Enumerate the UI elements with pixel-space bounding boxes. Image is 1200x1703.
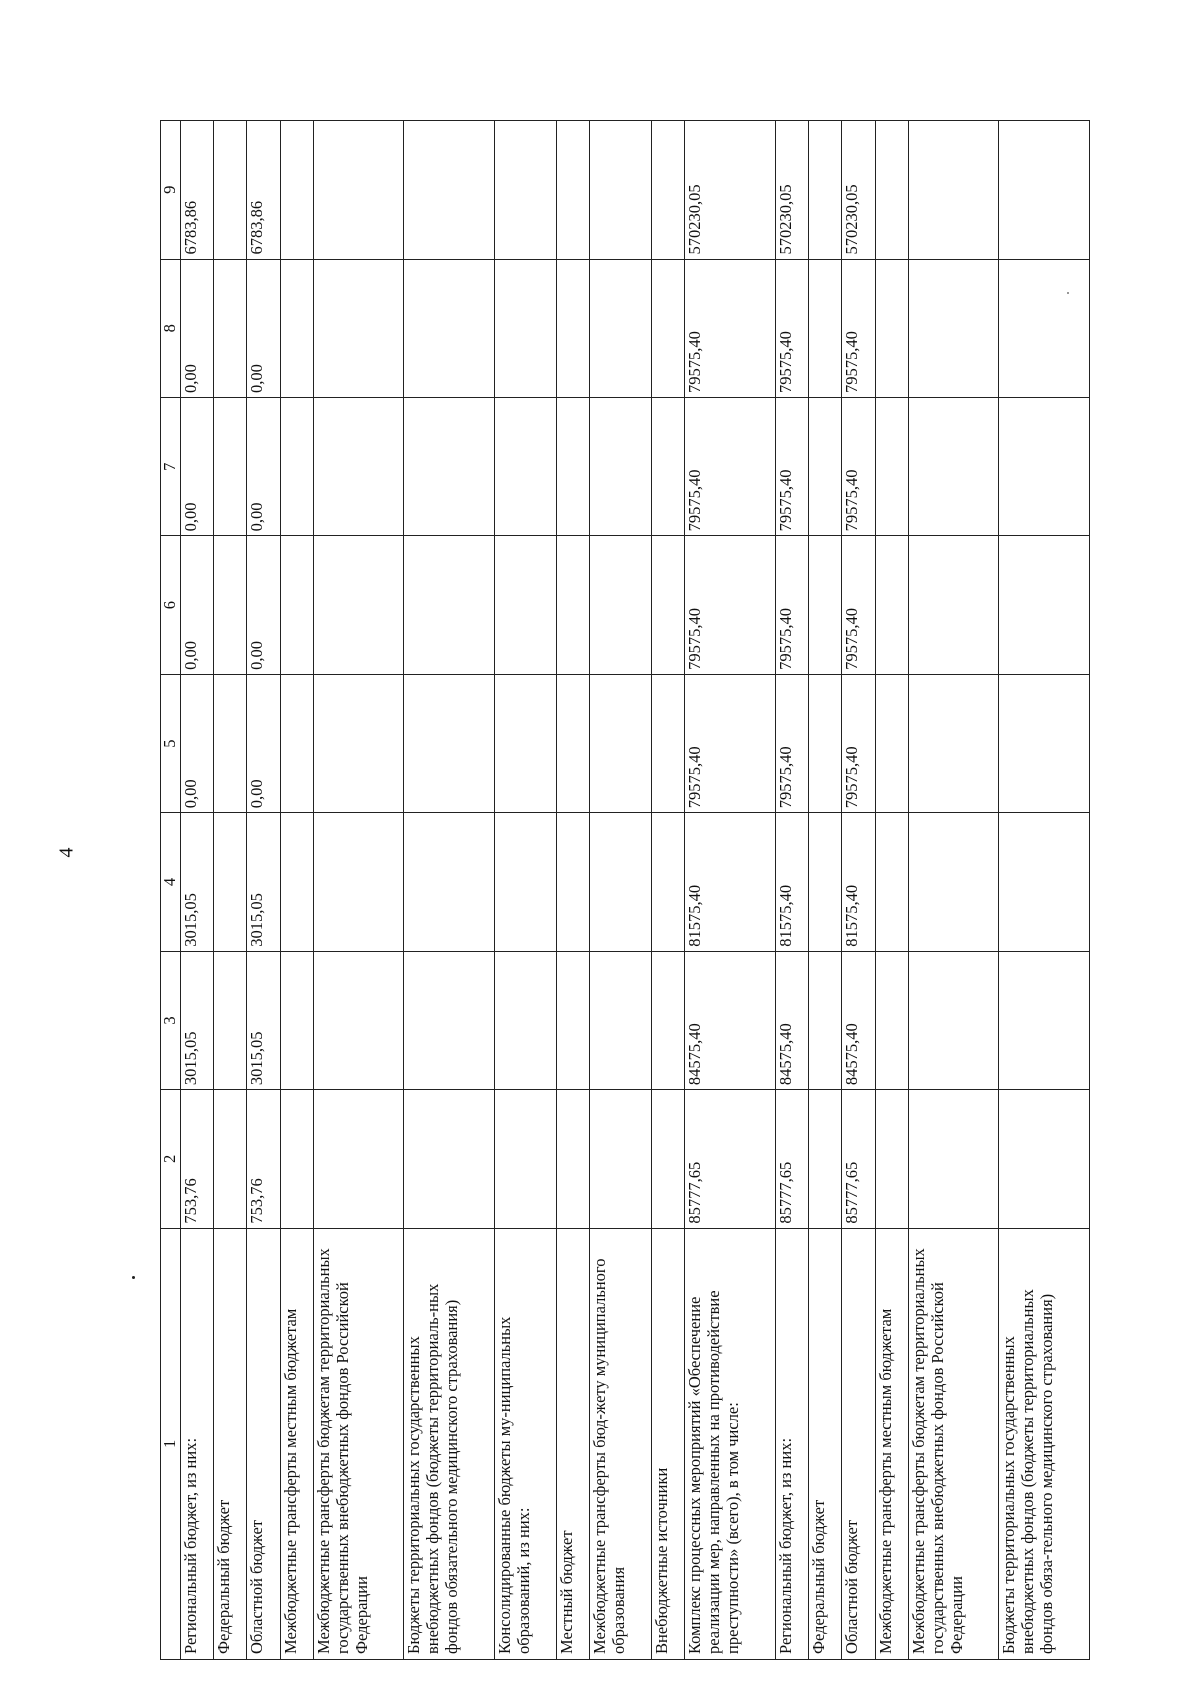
row-label: Местный бюджет <box>556 1228 589 1659</box>
value-cell <box>875 121 908 260</box>
value-cell <box>404 1090 495 1228</box>
value-cell <box>495 1090 557 1228</box>
column-header: 7 <box>161 397 181 535</box>
value-cell <box>908 813 999 951</box>
value-cell <box>652 951 685 1089</box>
table-row <box>999 121 1090 1660</box>
value-cell: 3015,05 <box>247 813 280 951</box>
table-row <box>775 121 808 1660</box>
value-cell <box>556 259 589 397</box>
column-header: 3 <box>161 951 181 1089</box>
value-cell <box>590 397 652 535</box>
value-cell <box>280 1090 313 1228</box>
value-cell <box>652 397 685 535</box>
row-label: Внебюджетные источники <box>652 1228 685 1659</box>
value-cell <box>809 536 842 674</box>
column-header: 5 <box>161 674 181 812</box>
value-cell <box>652 259 685 397</box>
value-cell <box>999 121 1090 260</box>
value-cell <box>556 674 589 812</box>
value-cell: 570230,05 <box>842 121 875 260</box>
value-cell <box>908 536 999 674</box>
budget-table <box>160 120 1090 1660</box>
value-cell: 570230,05 <box>775 121 808 260</box>
value-cell <box>875 1090 908 1228</box>
value-cell <box>214 259 247 397</box>
value-cell <box>313 951 404 1089</box>
value-cell <box>404 536 495 674</box>
row-label: Федеральный бюджет <box>214 1228 247 1659</box>
table-body <box>180 121 1089 1660</box>
value-cell <box>404 397 495 535</box>
value-cell: 85777,65 <box>685 1090 776 1228</box>
value-cell <box>313 674 404 812</box>
value-cell <box>590 259 652 397</box>
value-cell: 79575,40 <box>842 397 875 535</box>
value-cell <box>908 951 999 1089</box>
value-cell <box>652 536 685 674</box>
row-label: Межбюджетные трансферты бюд-жету муниципального образования <box>590 1228 652 1659</box>
value-cell: 0,00 <box>247 397 280 535</box>
value-cell <box>652 1090 685 1228</box>
value-cell: 0,00 <box>247 259 280 397</box>
value-cell <box>214 951 247 1089</box>
value-cell <box>313 536 404 674</box>
value-cell <box>280 674 313 812</box>
value-cell <box>404 951 495 1089</box>
value-cell <box>590 536 652 674</box>
value-cell: 0,00 <box>247 674 280 812</box>
value-cell: 79575,40 <box>775 674 808 812</box>
value-cell <box>313 259 404 397</box>
row-label: Федеральный бюджет <box>809 1228 842 1659</box>
value-cell <box>280 813 313 951</box>
value-cell <box>875 259 908 397</box>
value-cell <box>495 813 557 951</box>
value-cell <box>875 951 908 1089</box>
value-cell <box>875 397 908 535</box>
value-cell: 79575,40 <box>775 536 808 674</box>
table-row <box>180 121 213 1660</box>
value-cell <box>908 674 999 812</box>
table-row <box>280 121 313 1660</box>
value-cell: 79575,40 <box>685 536 776 674</box>
value-cell: 79575,40 <box>685 259 776 397</box>
value-cell <box>280 951 313 1089</box>
value-cell <box>495 951 557 1089</box>
value-cell <box>214 674 247 812</box>
column-header: 1 <box>161 1228 181 1659</box>
value-cell: 3015,05 <box>180 813 213 951</box>
row-label: Межбюджетные трансферты бюджетам территориальных государственных внебюджетных фондов Российской Федерации <box>313 1228 404 1659</box>
column-header: 8 <box>161 259 181 397</box>
column-header: 6 <box>161 536 181 674</box>
value-cell <box>999 259 1090 397</box>
value-cell <box>875 536 908 674</box>
value-cell <box>313 813 404 951</box>
value-cell: 3015,05 <box>247 951 280 1089</box>
value-cell <box>809 121 842 260</box>
value-cell <box>809 259 842 397</box>
value-cell <box>495 536 557 674</box>
value-cell <box>875 813 908 951</box>
column-header: 9 <box>161 121 181 260</box>
value-cell: 3015,05 <box>180 951 213 1089</box>
row-label: Межбюджетные трансферты местным бюджетам <box>875 1228 908 1659</box>
value-cell <box>280 536 313 674</box>
row-label: Межбюджетные трансферты местным бюджетам <box>280 1228 313 1659</box>
value-cell: 79575,40 <box>842 259 875 397</box>
value-cell: 85777,65 <box>775 1090 808 1228</box>
value-cell <box>280 121 313 260</box>
table-row <box>809 121 842 1660</box>
value-cell <box>590 951 652 1089</box>
value-cell <box>404 121 495 260</box>
value-cell <box>809 674 842 812</box>
value-cell <box>590 813 652 951</box>
value-cell: 79575,40 <box>842 536 875 674</box>
value-cell: 84575,40 <box>775 951 808 1089</box>
value-cell: 570230,05 <box>685 121 776 260</box>
value-cell <box>214 1090 247 1228</box>
value-cell: 79575,40 <box>775 259 808 397</box>
row-label: Бюджеты территориальных государственных внебюджетных фондов (бюджеты территориаль-ных фондов обязательного медицинского страхования) <box>404 1228 495 1659</box>
value-cell <box>999 397 1090 535</box>
value-cell <box>280 259 313 397</box>
value-cell: 81575,40 <box>685 813 776 951</box>
value-cell <box>404 674 495 812</box>
value-cell <box>556 397 589 535</box>
table-row <box>908 121 999 1660</box>
value-cell: 6783,86 <box>180 121 213 260</box>
rotated-table-frame <box>160 120 1090 1660</box>
value-cell <box>313 1090 404 1228</box>
value-cell <box>999 951 1090 1089</box>
row-label: Областной бюджет <box>842 1228 875 1659</box>
value-cell <box>875 674 908 812</box>
value-cell <box>809 951 842 1089</box>
row-label: Региональный бюджет, из них: <box>180 1228 213 1659</box>
value-cell <box>999 536 1090 674</box>
value-cell <box>556 813 589 951</box>
value-cell <box>495 259 557 397</box>
value-cell <box>809 813 842 951</box>
value-cell: 753,76 <box>180 1090 213 1228</box>
table-row <box>842 121 875 1660</box>
row-label: Региональный бюджет, из них: <box>775 1228 808 1659</box>
row-label: Комплекс процессных мероприятий «Обеспечение реализации мер, направленных на противодействие преступности» (всего), в том числе: <box>685 1228 776 1659</box>
value-cell: 84575,40 <box>685 951 776 1089</box>
row-label: Бюджеты территориальных государственных внебюджетных фондов (бюджеты территориальных фондов обяза-тельного медицинского страхования) <box>999 1228 1090 1659</box>
table-row <box>247 121 280 1660</box>
value-cell <box>809 1090 842 1228</box>
scan-speck <box>132 1276 135 1279</box>
value-cell <box>495 397 557 535</box>
value-cell <box>590 674 652 812</box>
value-cell <box>556 121 589 260</box>
value-cell <box>495 674 557 812</box>
value-cell <box>214 813 247 951</box>
value-cell: 0,00 <box>180 397 213 535</box>
table-row <box>214 121 247 1660</box>
value-cell <box>908 259 999 397</box>
value-cell <box>999 813 1090 951</box>
value-cell <box>652 813 685 951</box>
value-cell: 81575,40 <box>842 813 875 951</box>
value-cell <box>280 397 313 535</box>
value-cell <box>652 121 685 260</box>
value-cell: 0,00 <box>180 259 213 397</box>
value-cell <box>556 536 589 674</box>
column-header: 2 <box>161 1090 181 1228</box>
value-cell <box>908 1090 999 1228</box>
value-cell: 79575,40 <box>775 397 808 535</box>
value-cell: 0,00 <box>180 674 213 812</box>
value-cell <box>214 397 247 535</box>
table-row <box>556 121 589 1660</box>
value-cell <box>908 397 999 535</box>
value-cell <box>999 674 1090 812</box>
value-cell <box>809 397 842 535</box>
value-cell <box>556 951 589 1089</box>
value-cell <box>404 813 495 951</box>
table-row <box>590 121 652 1660</box>
value-cell <box>495 121 557 260</box>
page-number: 4 <box>55 847 78 858</box>
value-cell <box>590 121 652 260</box>
table-row <box>685 121 776 1660</box>
value-cell <box>590 1090 652 1228</box>
table-row <box>652 121 685 1660</box>
value-cell: 85777,65 <box>842 1090 875 1228</box>
value-cell <box>404 259 495 397</box>
value-cell <box>313 121 404 260</box>
value-cell: 0,00 <box>180 536 213 674</box>
table-row <box>875 121 908 1660</box>
value-cell <box>214 121 247 260</box>
value-cell <box>556 1090 589 1228</box>
table-row <box>404 121 495 1660</box>
value-cell: 0,00 <box>247 536 280 674</box>
value-cell: 84575,40 <box>842 951 875 1089</box>
row-label: Межбюджетные трансферты бюджетам территориальных государственных внебюджетных фондов Российской Федерации <box>908 1228 999 1659</box>
value-cell <box>652 674 685 812</box>
value-cell <box>214 536 247 674</box>
value-cell: 81575,40 <box>775 813 808 951</box>
value-cell: 6783,86 <box>247 121 280 260</box>
table-row <box>313 121 404 1660</box>
value-cell: 753,76 <box>247 1090 280 1228</box>
value-cell <box>999 1090 1090 1228</box>
value-cell <box>313 397 404 535</box>
table-row <box>495 121 557 1660</box>
value-cell: 79575,40 <box>685 397 776 535</box>
table-container <box>160 120 1090 1660</box>
row-label: Консолидированные бюджеты му-ниципальных образований, из них: <box>495 1228 557 1659</box>
value-cell <box>908 121 999 260</box>
value-cell: 79575,40 <box>842 674 875 812</box>
column-header: 4 <box>161 813 181 951</box>
header-row <box>161 121 181 1660</box>
row-label: Областной бюджет <box>247 1228 280 1659</box>
value-cell: 79575,40 <box>685 674 776 812</box>
